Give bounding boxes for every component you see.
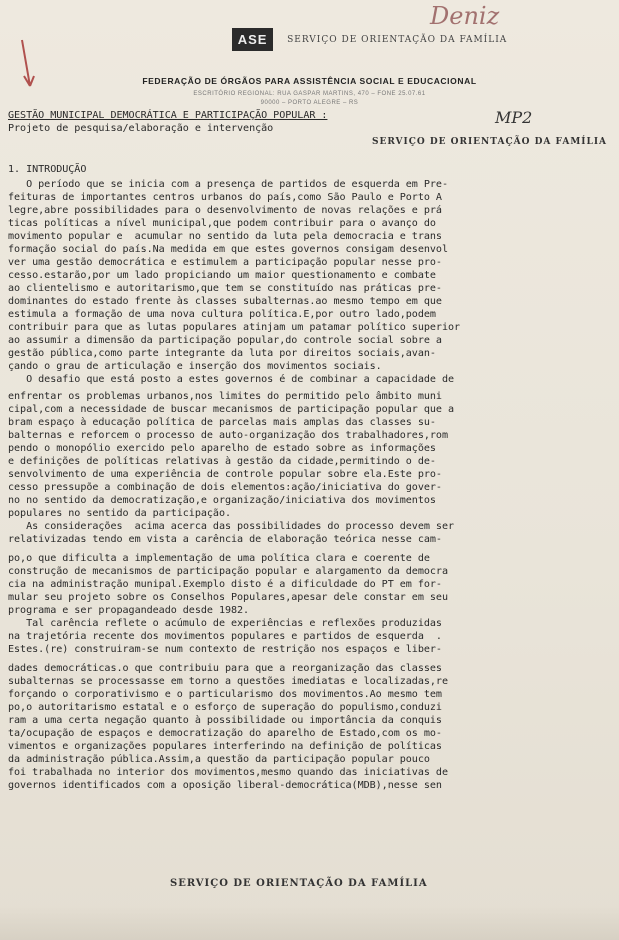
service-stamp-middle: SERVIÇO DE ORIENTAÇÃO DA FAMÍLIA xyxy=(372,137,608,147)
letterhead xyxy=(0,28,619,51)
body-line: senvolvimento de uma experiência de controle popular sobre ela.Este pro- xyxy=(8,469,442,480)
body-line: relativizadas tendo em vista a carência de elaboração teórica nesse cam- xyxy=(8,534,442,545)
body-line: po,o que dificulta a implementação de uma política clara e coerente de xyxy=(8,553,430,564)
document-title: GESTÃO MUNICIPAL DEMOCRÁTICA E PARTICIPAÇÃO POPULAR : xyxy=(8,110,328,121)
body-line: legre,abre possibilidades para o desenvolvimento de novas relações e prá xyxy=(8,205,442,216)
body-line: O desafio que está posto a estes governos é de combinar a capacidade de xyxy=(8,374,454,385)
letterhead-service: SERVIÇO DE ORIENTAÇÃO DA FAMÍLIA xyxy=(287,34,508,45)
body-line: governos identificados com a oposição liberal-democrática(MDB),nesse sen xyxy=(8,780,442,791)
body-line: pendo o monopólio exercido pelo aparelho de estado sobre as informações xyxy=(8,443,436,454)
body-line: gestão pública,como parte integrante da luta por direitos sociais,avan- xyxy=(8,348,436,359)
body-line: As considerações acima acerca das possibilidades do processo devem ser xyxy=(8,521,454,532)
body-line: ao assumir a dimensão da participação popular,do controle social sobre a xyxy=(8,335,442,346)
body-line: feituras de importantes centros urbanos do país,como São Paulo e Porto A xyxy=(8,192,442,203)
body-line: enfrentar os problemas urbanos,nos limites do permitido pelo âmbito muni xyxy=(8,391,442,402)
body-line: foi trabalhada no interior dos movimentos,mesmo quando das iniciativas de xyxy=(8,767,448,778)
service-stamp-bottom: SERVIÇO DE ORIENTAÇÃO DA FAMÍLIA xyxy=(170,878,428,889)
body-line: estimula a formação de uma nova cultura política.E,por outro lado,podem xyxy=(8,309,436,320)
body-line: ticas políticas a nível municipal,que podem contribuir para o avanço do xyxy=(8,218,436,229)
body-line: construção de mecanismos de participação popular e alargamento da democra xyxy=(8,566,448,577)
body-line: e definições de políticas relativas à gestão da cidade,permitindo o de- xyxy=(8,456,436,467)
body-line: Estes.(re) construiram-se num contexto de restrição nos espaços e liber- xyxy=(8,644,442,655)
body-line: bram espaço à educação política de parcelas mais amplas das classes su- xyxy=(8,417,436,428)
body-line: dades democráticas.o que contribuiu para que a reorganização das classes xyxy=(8,663,442,674)
body-line: populares no sentido da participação. xyxy=(8,508,231,519)
body-line: cia na administração munipal.Exemplo disto é a dificuldade do PT em for- xyxy=(8,579,442,590)
body-line: ver uma gestão democrática e estimulem a participação popular nesse pro- xyxy=(8,257,442,268)
body-line: ta/ocupação de espaços e democratização do aparelho de Estado,com os mo- xyxy=(8,728,442,739)
paper-shadow xyxy=(0,905,619,940)
body-line: ram a uma certa negação quanto à possibilidade ou importância da conquis xyxy=(8,715,442,726)
body-line: contribuir para que as lutas populares atinjam um patamar político superior xyxy=(8,322,461,333)
ase-logo: ASE xyxy=(232,28,274,51)
body-line: na trajetória recente dos movimentos populares e partidos de esquerda . xyxy=(8,631,442,642)
body-line: çando o grau de articulação e inserção dos movimentos sociais. xyxy=(8,361,382,372)
federation-name: FEDERAÇÃO DE ÓRGÃOS PARA ASSISTÊNCIA SOCIAL E EDUCACIONAL xyxy=(142,76,477,86)
body-line: da administração pública.Assim,a questão da participação popular pouco xyxy=(8,754,430,765)
body-line: forçando o corporativismo e o particularismo dos movimentos.Ao mesmo tem xyxy=(8,689,442,700)
body-line: balternas e reforcem o processo de auto-organização dos trabalhadores,rom xyxy=(8,430,448,441)
body-line: cesso pressupõe a combinação de dois elementos:ação/iniciativa do gover- xyxy=(8,482,442,493)
body-line: cipal,com a necessidade de buscar mecanismos de participação popular que a xyxy=(8,404,454,415)
handwritten-annotation: Deniz xyxy=(430,2,500,30)
body-line: dominantes do estado frente às classes subalternas.ao mesmo tempo em que xyxy=(8,296,442,307)
body-line: no no sentido da democratização,e organização/iniciativa dos movimentos xyxy=(8,495,436,506)
body-line: vimentos e organizações populares interferindo na definição de políticas xyxy=(8,741,442,752)
body-line: formação social do país.Na medida em que estes governos consigam desenvol xyxy=(8,244,448,255)
body-line: programa e ser propagandeado desde 1982. xyxy=(8,605,250,616)
address-line-2: 90000 – PORTO ALEGRE – RS xyxy=(260,100,359,106)
body-line: movimento popular e acumular no sentido da luta pela democracia e trans xyxy=(8,231,442,242)
body-line: mular seu projeto sobre os Conselhos Populares,apesar dele constar em seu xyxy=(8,592,448,603)
address-line-1: ESCRITÓRIO REGIONAL: RUA GASPAR MARTINS, 470 – FONE 25.07.61 xyxy=(193,91,426,97)
body-line: subalternas se processasse em torno a questões imediatas e localizadas,re xyxy=(8,676,448,687)
handwritten-code: MP2 xyxy=(495,108,533,127)
section-heading: 1. INTRODUÇÃO xyxy=(8,164,87,175)
body-line: O período que se inicia com a presença de partidos de esquerda em Pre- xyxy=(8,179,448,190)
body-line: Tal carência reflete o acúmulo de experiências e reflexões produzidas xyxy=(8,618,442,629)
body-line: po,o autoritarismo estatal e o esforço de superação do populismo,conduzi xyxy=(8,702,442,713)
body-line: ao clientelismo e autoritarismo,que tem se constituído nas práticas pre- xyxy=(8,283,442,294)
document-subtitle: Projeto de pesquisa/elaboração e intervenção xyxy=(8,123,274,134)
body-line: cesso.estarão,por um lado propiciando um maior questionamento e combate xyxy=(8,270,436,281)
